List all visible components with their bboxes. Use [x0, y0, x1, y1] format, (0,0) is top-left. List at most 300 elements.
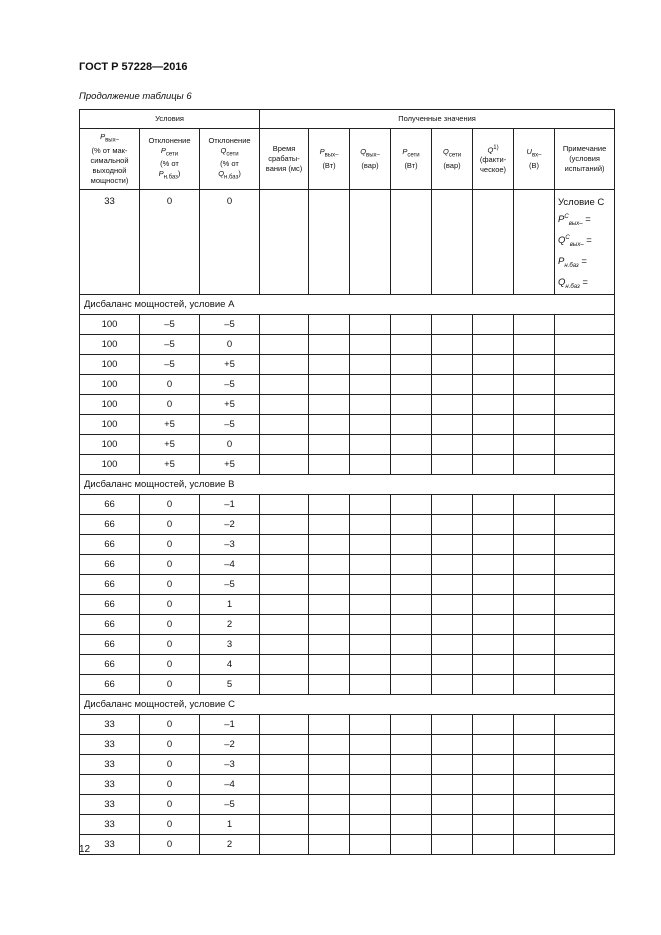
section-title: Дисбаланс мощностей, условие B: [80, 475, 615, 495]
cell-empty: [260, 335, 309, 355]
cell-empty: [555, 615, 615, 635]
table-row: [80, 755, 615, 775]
cell-empty: [432, 535, 473, 555]
cell-empty: [555, 835, 615, 855]
cell-q-deviation: –1: [200, 715, 260, 735]
cell-empty: [432, 595, 473, 615]
cell-p-deviation: 0: [140, 395, 200, 415]
cell-empty: [309, 375, 350, 395]
cell-p-deviation: 0: [140, 515, 200, 535]
table-row: [80, 355, 615, 375]
cell-empty: [473, 795, 514, 815]
group-conditions: Условия: [80, 110, 260, 129]
cell-p-deviation: +5: [140, 435, 200, 455]
cell-empty: [514, 355, 555, 375]
cell-empty: [555, 635, 615, 655]
cell-empty: [309, 515, 350, 535]
cell-empty: [260, 615, 309, 635]
cell-empty: [473, 355, 514, 375]
cell-q-deviation: 0: [200, 335, 260, 355]
cell-p-deviation: 0: [140, 755, 200, 775]
cell-empty: [391, 395, 432, 415]
cell-empty: [260, 795, 309, 815]
cell-empty: [473, 455, 514, 475]
cell-empty: [473, 575, 514, 595]
cell-empty: [309, 415, 350, 435]
cell-p-out: 100: [80, 335, 140, 355]
cell-empty: [350, 675, 391, 695]
cell-empty: [260, 595, 309, 615]
cell-empty: [391, 595, 432, 615]
cell-p-out: 66: [80, 515, 140, 535]
cell-empty: [473, 335, 514, 355]
cell-p-out: 66: [80, 675, 140, 695]
col-u-in: $U_{вх-}$ (В): [514, 129, 555, 190]
cell-empty: [432, 775, 473, 795]
cell-empty: [555, 815, 615, 835]
cell-p-out: 100: [80, 415, 140, 435]
cell-empty: [391, 455, 432, 475]
cell-empty: [473, 395, 514, 415]
cell-empty: [514, 575, 555, 595]
table-row: [80, 435, 615, 455]
cell-empty: [309, 535, 350, 555]
cell-q-deviation: –3: [200, 755, 260, 775]
cell-empty: [350, 190, 391, 295]
cell-empty: [391, 495, 432, 515]
cell-p-deviation: +5: [140, 415, 200, 435]
results-table: [79, 109, 615, 855]
cell-empty: [555, 435, 615, 455]
cell-empty: [260, 495, 309, 515]
cell-p-deviation: 0: [140, 735, 200, 755]
section-title: Дисбаланс мощностей, условие A: [80, 295, 615, 315]
table-row: [80, 535, 615, 555]
cell-empty: [309, 615, 350, 635]
cell-p-out: 66: [80, 555, 140, 575]
cell-empty: [350, 375, 391, 395]
cell-empty: [309, 435, 350, 455]
cell-empty: [514, 395, 555, 415]
cell-empty: [473, 315, 514, 335]
cell-empty: [432, 795, 473, 815]
cell-empty: [350, 455, 391, 475]
cell-empty: [350, 735, 391, 755]
cell-empty: [309, 735, 350, 755]
cell-empty: [350, 795, 391, 815]
table-row: [80, 795, 615, 815]
cell-empty: [432, 435, 473, 455]
cell-empty: [432, 190, 473, 295]
table-caption: Продолжение таблицы 6: [79, 91, 192, 102]
cell-empty: [309, 315, 350, 335]
cell-q-deviation: –5: [200, 375, 260, 395]
cell-q-deviation: 1: [200, 815, 260, 835]
cell-p-deviation: 0: [140, 675, 200, 695]
cell-empty: [309, 555, 350, 575]
cell-empty: [391, 575, 432, 595]
cell-empty: [473, 535, 514, 555]
col-q-grid: $Q_{сети}$ (вар): [432, 129, 473, 190]
cell-empty: [391, 615, 432, 635]
cell-p-deviation: 0: [140, 635, 200, 655]
cell-empty: [473, 835, 514, 855]
cell-empty: [555, 415, 615, 435]
cell-q-deviation: 5: [200, 675, 260, 695]
cell-empty: [309, 835, 350, 855]
cell-empty: [391, 715, 432, 735]
cell-empty: [514, 815, 555, 835]
cell-empty: [432, 335, 473, 355]
cell-empty: [514, 315, 555, 335]
cell-empty: [514, 190, 555, 295]
cell-empty: [514, 715, 555, 735]
cell-p-deviation: –5: [140, 315, 200, 335]
cell-q-deviation: –2: [200, 515, 260, 535]
cell-empty: [391, 190, 432, 295]
cell-empty: [473, 715, 514, 735]
cell-q-deviation: –3: [200, 535, 260, 555]
cell-empty: [260, 555, 309, 575]
cell-empty: [309, 675, 350, 695]
cell-empty: [473, 555, 514, 575]
cell-q-deviation: 1: [200, 595, 260, 615]
cell-empty: [555, 555, 615, 575]
table-row: [80, 455, 615, 475]
col-response-time: Время срабаты-вания (мс): [260, 129, 309, 190]
cell-p-out: 33: [80, 190, 140, 295]
table-row: [80, 575, 615, 595]
cell-q-deviation: 2: [200, 835, 260, 855]
col-q-actual: $Q^{1)}$ (факти-ческое): [473, 129, 514, 190]
cell-empty: [555, 655, 615, 675]
cell-empty: [309, 635, 350, 655]
table-row: [80, 635, 615, 655]
cell-empty: [391, 735, 432, 755]
cell-p-out: 66: [80, 495, 140, 515]
cell-p-deviation: 0: [140, 595, 200, 615]
cell-empty: [514, 455, 555, 475]
cell-empty: [473, 495, 514, 515]
cell-empty: [555, 455, 615, 475]
cell-empty: [555, 495, 615, 515]
cell-empty: [555, 575, 615, 595]
cell-p-deviation: +5: [140, 455, 200, 475]
cell-p-deviation: 0: [140, 815, 200, 835]
table-row: [80, 715, 615, 735]
cell-empty: [260, 435, 309, 455]
cell-empty: [432, 355, 473, 375]
group-results: Полученные значения: [260, 110, 615, 129]
table-row: [80, 815, 615, 835]
cell-empty: [514, 375, 555, 395]
table-row: [80, 555, 615, 575]
cell-q-deviation: 3: [200, 635, 260, 655]
cell-p-out: 100: [80, 355, 140, 375]
cell-q-deviation: –1: [200, 495, 260, 515]
cell-empty: [555, 715, 615, 735]
cell-empty: [260, 355, 309, 375]
cell-empty: [555, 355, 615, 375]
cell-empty: [514, 835, 555, 855]
cell-q-deviation: –5: [200, 315, 260, 335]
cell-empty: [432, 635, 473, 655]
cell-q-deviation: 0: [200, 190, 260, 295]
table-row: [80, 655, 615, 675]
cell-empty: [309, 575, 350, 595]
cell-note: [555, 190, 615, 295]
cell-empty: [473, 615, 514, 635]
cell-empty: [514, 635, 555, 655]
cell-empty: [309, 335, 350, 355]
cell-empty: [260, 675, 309, 695]
cell-p-out: 33: [80, 795, 140, 815]
cell-empty: [350, 615, 391, 635]
cell-empty: [432, 735, 473, 755]
table-row: [80, 315, 615, 335]
cell-empty: [350, 435, 391, 455]
cell-p-deviation: 0: [140, 655, 200, 675]
table-row: [80, 415, 615, 435]
cell-p-out: 33: [80, 715, 140, 735]
cell-empty: [260, 395, 309, 415]
cell-empty: [473, 415, 514, 435]
cell-empty: [391, 775, 432, 795]
note-line: $P^C_{вых-}$ =: [558, 214, 591, 228]
cell-empty: [555, 775, 615, 795]
cell-empty: [432, 455, 473, 475]
col-p-out-w: $P_{вых-}$ (Вт): [309, 129, 350, 190]
cell-empty: [514, 615, 555, 635]
cell-empty: [432, 315, 473, 335]
cell-empty: [260, 535, 309, 555]
cell-empty: [555, 675, 615, 695]
cell-empty: [432, 835, 473, 855]
page-number: 12: [79, 844, 91, 855]
cell-empty: [350, 395, 391, 415]
cell-empty: [391, 635, 432, 655]
cell-q-deviation: +5: [200, 395, 260, 415]
cell-p-out: 33: [80, 775, 140, 795]
cell-p-deviation: 0: [140, 835, 200, 855]
cell-empty: [391, 335, 432, 355]
col-p-out: $P_{вых-}$ (% от мак-симальной выходной мощности): [80, 129, 140, 190]
cell-empty: [473, 735, 514, 755]
cell-p-deviation: 0: [140, 775, 200, 795]
cell-p-deviation: –5: [140, 335, 200, 355]
cell-empty: [514, 535, 555, 555]
cell-empty: [555, 395, 615, 415]
cell-p-deviation: 0: [140, 575, 200, 595]
note-title: Условие C: [558, 197, 605, 208]
cell-empty: [473, 515, 514, 535]
cell-empty: [432, 675, 473, 695]
cell-empty: [309, 190, 350, 295]
cell-p-out: 33: [80, 735, 140, 755]
cell-empty: [391, 835, 432, 855]
note-line: $Q^C_{вых-}$ =: [558, 235, 592, 249]
cell-p-out: 33: [80, 835, 140, 855]
cell-p-out: 100: [80, 435, 140, 455]
cell-empty: [309, 755, 350, 775]
cell-empty: [391, 415, 432, 435]
cell-empty: [432, 515, 473, 535]
cell-p-out: 66: [80, 635, 140, 655]
cell-q-deviation: –5: [200, 575, 260, 595]
cell-empty: [260, 315, 309, 335]
cell-empty: [391, 515, 432, 535]
cell-p-out: 100: [80, 395, 140, 415]
cell-empty: [350, 335, 391, 355]
cell-empty: [555, 535, 615, 555]
cell-empty: [309, 715, 350, 735]
cell-p-out: 100: [80, 315, 140, 335]
cell-p-deviation: 0: [140, 190, 200, 295]
table-row: [80, 775, 615, 795]
cell-empty: [350, 755, 391, 775]
table-row: [80, 735, 615, 755]
cell-p-deviation: 0: [140, 495, 200, 515]
cell-empty: [391, 555, 432, 575]
cell-empty: [391, 795, 432, 815]
cell-empty: [555, 735, 615, 755]
cell-empty: [260, 655, 309, 675]
cell-empty: [473, 815, 514, 835]
cell-empty: [309, 815, 350, 835]
cell-empty: [260, 455, 309, 475]
cell-empty: [309, 595, 350, 615]
cell-empty: [350, 575, 391, 595]
cell-empty: [350, 835, 391, 855]
cell-q-deviation: –4: [200, 775, 260, 795]
cell-empty: [350, 655, 391, 675]
col-p-grid: $P_{сети}$ (Вт): [391, 129, 432, 190]
cell-empty: [391, 755, 432, 775]
cell-empty: [473, 595, 514, 615]
cell-empty: [514, 775, 555, 795]
cell-empty: [432, 755, 473, 775]
cell-empty: [555, 755, 615, 775]
cell-empty: [555, 595, 615, 615]
cell-p-deviation: 0: [140, 375, 200, 395]
cell-empty: [309, 495, 350, 515]
cell-p-out: 66: [80, 615, 140, 635]
cell-empty: [555, 795, 615, 815]
cell-p-out: 100: [80, 375, 140, 395]
cell-q-deviation: –4: [200, 555, 260, 575]
cell-empty: [309, 795, 350, 815]
cell-empty: [555, 315, 615, 335]
cell-p-out: 66: [80, 655, 140, 675]
cell-p-out: 66: [80, 575, 140, 595]
note-line: $Q_{н.баз}$ =: [558, 277, 588, 291]
cell-p-deviation: 0: [140, 615, 200, 635]
cell-empty: [514, 795, 555, 815]
cell-empty: [260, 735, 309, 755]
cell-empty: [260, 755, 309, 775]
document-header: ГОСТ Р 57228—2016: [79, 61, 188, 73]
cell-empty: [514, 515, 555, 535]
cell-empty: [555, 515, 615, 535]
cell-empty: [260, 715, 309, 735]
cell-p-deviation: 0: [140, 555, 200, 575]
cell-empty: [260, 835, 309, 855]
cell-empty: [432, 555, 473, 575]
cell-empty: [432, 575, 473, 595]
cell-empty: [350, 555, 391, 575]
cell-empty: [514, 655, 555, 675]
cell-empty: [260, 575, 309, 595]
col-note: Примечание (условия испытаний): [555, 129, 615, 190]
cell-p-out: 33: [80, 755, 140, 775]
cell-empty: [514, 415, 555, 435]
cell-empty: [473, 655, 514, 675]
cell-empty: [432, 715, 473, 735]
cell-empty: [473, 375, 514, 395]
cell-q-deviation: +5: [200, 355, 260, 375]
cell-p-deviation: 0: [140, 535, 200, 555]
cell-empty: [514, 335, 555, 355]
cell-empty: [432, 615, 473, 635]
cell-empty: [309, 655, 350, 675]
table-row: [80, 495, 615, 515]
cell-q-deviation: –5: [200, 795, 260, 815]
cell-empty: [391, 435, 432, 455]
cell-empty: [260, 515, 309, 535]
cell-empty: [514, 435, 555, 455]
cell-empty: [514, 675, 555, 695]
cell-empty: [391, 375, 432, 395]
col-p-deviation: Отклонение $P_{сети}$ (% от $P_{н.баз}$): [140, 129, 200, 190]
cell-empty: [260, 375, 309, 395]
cell-q-deviation: 2: [200, 615, 260, 635]
cell-empty: [391, 535, 432, 555]
cell-empty: [514, 755, 555, 775]
cell-empty: [350, 515, 391, 535]
table-row: [80, 595, 615, 615]
cell-empty: [432, 655, 473, 675]
table-row: [80, 835, 615, 855]
cell-empty: [350, 315, 391, 335]
cell-empty: [432, 375, 473, 395]
cell-empty: [309, 455, 350, 475]
cell-empty: [260, 415, 309, 435]
cell-p-deviation: –5: [140, 355, 200, 375]
cell-empty: [309, 355, 350, 375]
cell-empty: [350, 815, 391, 835]
table-row: [80, 675, 615, 695]
table-row: [80, 335, 615, 355]
cell-empty: [514, 495, 555, 515]
cell-q-deviation: –5: [200, 415, 260, 435]
section-title: Дисбаланс мощностей, условие C: [80, 695, 615, 715]
table-row: [80, 515, 615, 535]
cell-empty: [432, 415, 473, 435]
cell-p-out: 66: [80, 535, 140, 555]
cell-empty: [350, 635, 391, 655]
cell-empty: [514, 555, 555, 575]
cell-empty: [350, 495, 391, 515]
cell-p-deviation: 0: [140, 795, 200, 815]
cell-empty: [473, 635, 514, 655]
note-line: $P_{н.баз}$ =: [558, 256, 587, 270]
cell-empty: [473, 190, 514, 295]
cell-empty: [555, 375, 615, 395]
cell-empty: [309, 395, 350, 415]
cell-empty: [350, 415, 391, 435]
col-q-deviation: Отклонение $Q_{сети}$ (% от $Q_{н.баз}$): [200, 129, 260, 190]
cell-empty: [391, 655, 432, 675]
